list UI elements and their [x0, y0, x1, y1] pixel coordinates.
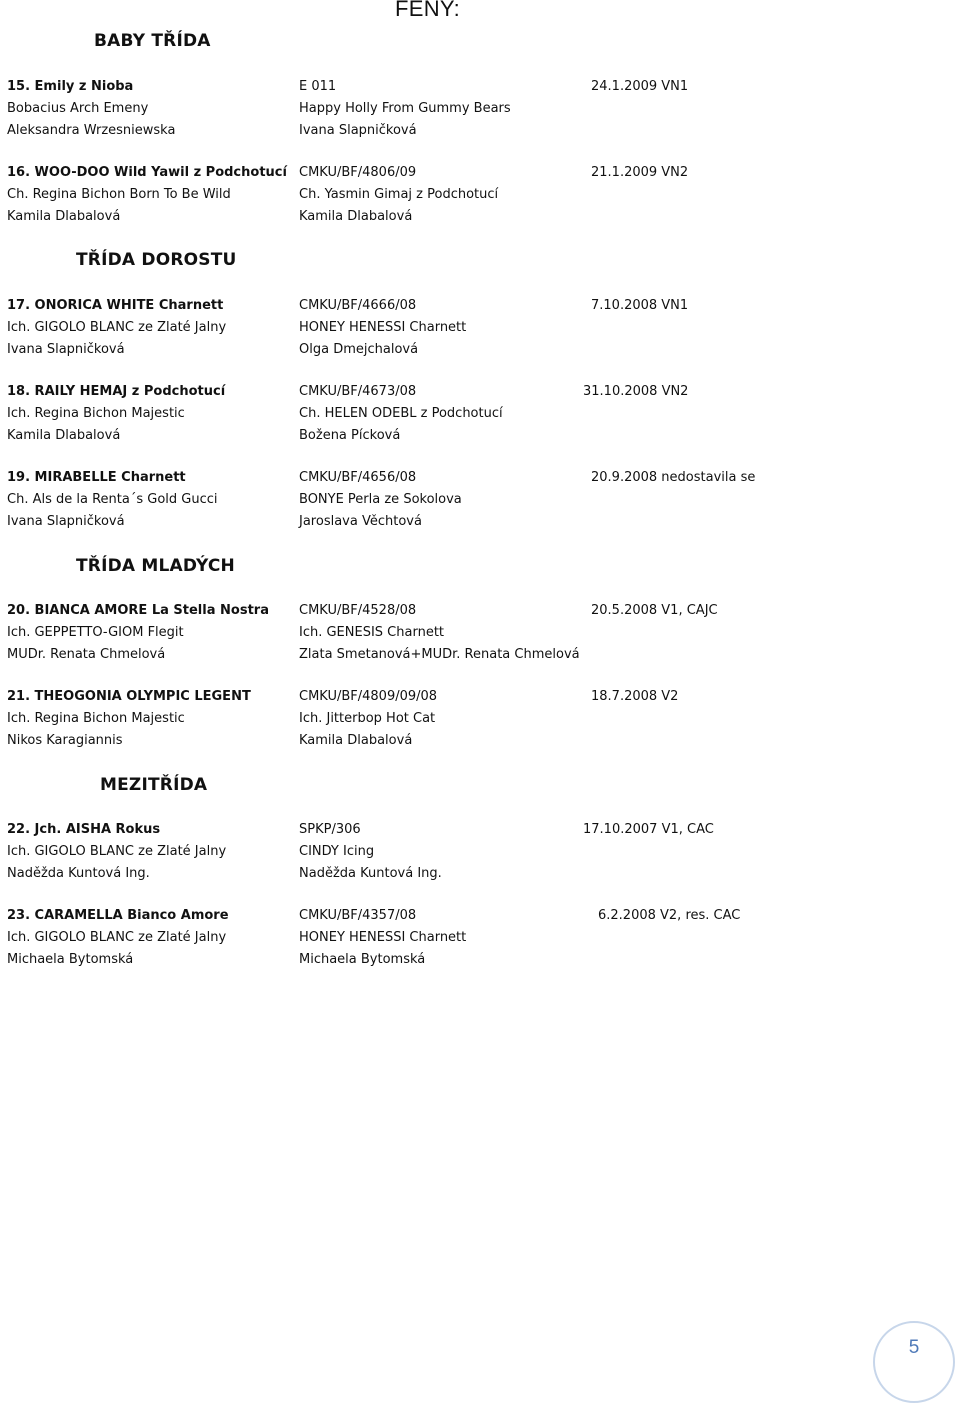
entry-result: 20.5.2008 V1, CAJC	[591, 603, 718, 618]
entry-breeder: Kamila Dlabalová	[7, 428, 121, 443]
entry-breeder: Michaela Bytomská	[7, 952, 134, 967]
page-title: FENY:	[395, 0, 461, 21]
entry-dam: CINDY Icing	[299, 844, 375, 859]
entry-sire: Ich. GIGOLO BLANC ze Zlaté Jalny	[7, 844, 227, 859]
entry-breeder: Ivana Slapničková	[7, 342, 125, 357]
entry-result: 6.2.2008 V2, res. CAC	[598, 908, 741, 923]
entry-result: 20.9.2008 nedostavila se	[591, 470, 756, 485]
entry-result: 18.7.2008 V2	[591, 689, 679, 704]
entry-breeder: Nikos Karagiannis	[7, 733, 123, 748]
list-item	[7, 908, 767, 978]
entry-owner: Michaela Bytomská	[299, 952, 426, 967]
entry-sire: Ich. GEPPETTO-GIOM Flegit	[7, 625, 184, 640]
section-heading-baby: BABY TŘÍDA	[94, 31, 211, 51]
entry-breeder: Naděžda Kuntová Ing.	[7, 866, 150, 881]
entry-registration: E 011	[299, 79, 337, 94]
entry-owner: Ivana Slapničková	[299, 123, 417, 138]
list-item	[7, 165, 767, 235]
entry-title: 16. WOO-DOO Wild Yawil z Podchotucí	[7, 165, 287, 180]
page-number-badge	[873, 1321, 955, 1403]
entry-dam: Ich. Jitterbop Hot Cat	[299, 711, 436, 726]
entry-dam: Ch. Yasmin Gimaj z Podchotucí	[299, 187, 499, 202]
entry-title: 22. Jch. AISHA Rokus	[7, 822, 161, 837]
entry-dam: Happy Holly From Gummy Bears	[299, 101, 511, 116]
section-heading-mezitrida: MEZITŘÍDA	[100, 775, 208, 795]
entry-result: 7.10.2008 VN1	[591, 298, 689, 313]
entry-dam: HONEY HENESSI Charnett	[299, 930, 467, 945]
entry-breeder: Aleksandra Wrzesniewska	[7, 123, 176, 138]
entry-owner: Zlata Smetanová+MUDr. Renata Chmelová	[299, 647, 580, 662]
entry-breeder: MUDr. Renata Chmelová	[7, 647, 166, 662]
entry-title: 17. ONORICA WHITE Charnett	[7, 298, 224, 313]
entry-registration: CMKU/BF/4806/09	[299, 165, 417, 180]
entry-sire: Ich. GIGOLO BLANC ze Zlaté Jalny	[7, 930, 227, 945]
entry-sire: Ich. Regina Bichon Majestic	[7, 711, 185, 726]
list-item	[7, 298, 767, 368]
entry-owner: Kamila Dlabalová	[299, 209, 413, 224]
entry-owner: Kamila Dlabalová	[299, 733, 413, 748]
list-item	[7, 470, 767, 540]
list-item	[7, 384, 767, 454]
list-item	[7, 822, 767, 892]
entry-title: 18. RAILY HEMAJ z Podchotucí	[7, 384, 226, 399]
entry-owner: Olga Dmejchalová	[299, 342, 419, 357]
entry-breeder: Kamila Dlabalová	[7, 209, 121, 224]
list-item	[7, 689, 767, 759]
entry-result: 21.1.2009 VN2	[591, 165, 689, 180]
entry-owner: Božena Pícková	[299, 428, 401, 443]
entry-sire: Ich. GIGOLO BLANC ze Zlaté Jalny	[7, 320, 227, 335]
page-number: 5	[908, 1337, 920, 1358]
entry-title: 20. BIANCA AMORE La Stella Nostra	[7, 603, 269, 618]
entry-sire: Bobacius Arch Emeny	[7, 101, 149, 116]
list-item	[7, 79, 767, 149]
entry-result: 17.10.2007 V1, CAC	[583, 822, 714, 837]
entry-result: 31.10.2008 VN2	[583, 384, 689, 399]
entry-dam: Ich. GENESIS Charnett	[299, 625, 445, 640]
section-heading-dorost: TŘÍDA DOROSTU	[76, 250, 237, 270]
entry-registration: SPKP/306	[299, 822, 361, 837]
entry-title: 21. THEOGONIA OLYMPIC LEGENT	[7, 689, 251, 704]
entry-registration: CMKU/BF/4809/09/08	[299, 689, 438, 704]
entry-title: 15. Emily z Nioba	[7, 79, 134, 94]
entry-breeder: Ivana Slapničková	[7, 514, 125, 529]
entry-sire: Ch. Regina Bichon Born To Be Wild	[7, 187, 231, 202]
entry-dam: BONYE Perla ze Sokolova	[299, 492, 462, 507]
entry-registration: CMKU/BF/4656/08	[299, 470, 417, 485]
entry-registration: CMKU/BF/4666/08	[299, 298, 417, 313]
entry-result: 24.1.2009 VN1	[591, 79, 689, 94]
entry-title: 19. MIRABELLE Charnett	[7, 470, 186, 485]
entry-owner: Naděžda Kuntová Ing.	[299, 866, 442, 881]
section-heading-mladych: TŘÍDA MLADÝCH	[76, 556, 235, 576]
entry-registration: CMKU/BF/4528/08	[299, 603, 417, 618]
entry-title: 23. CARAMELLA Bianco Amore	[7, 908, 229, 923]
entry-registration: CMKU/BF/4673/08	[299, 384, 417, 399]
entry-sire: Ch. Als de la Renta´s Gold Gucci	[7, 492, 218, 507]
entry-owner: Jaroslava Věchtová	[299, 514, 422, 529]
entry-dam: Ch. HELEN ODEBL z Podchotucí	[299, 406, 503, 421]
entry-sire: Ich. Regina Bichon Majestic	[7, 406, 185, 421]
entry-registration: CMKU/BF/4357/08	[299, 908, 417, 923]
list-item	[7, 603, 767, 673]
entry-dam: HONEY HENESSI Charnett	[299, 320, 467, 335]
